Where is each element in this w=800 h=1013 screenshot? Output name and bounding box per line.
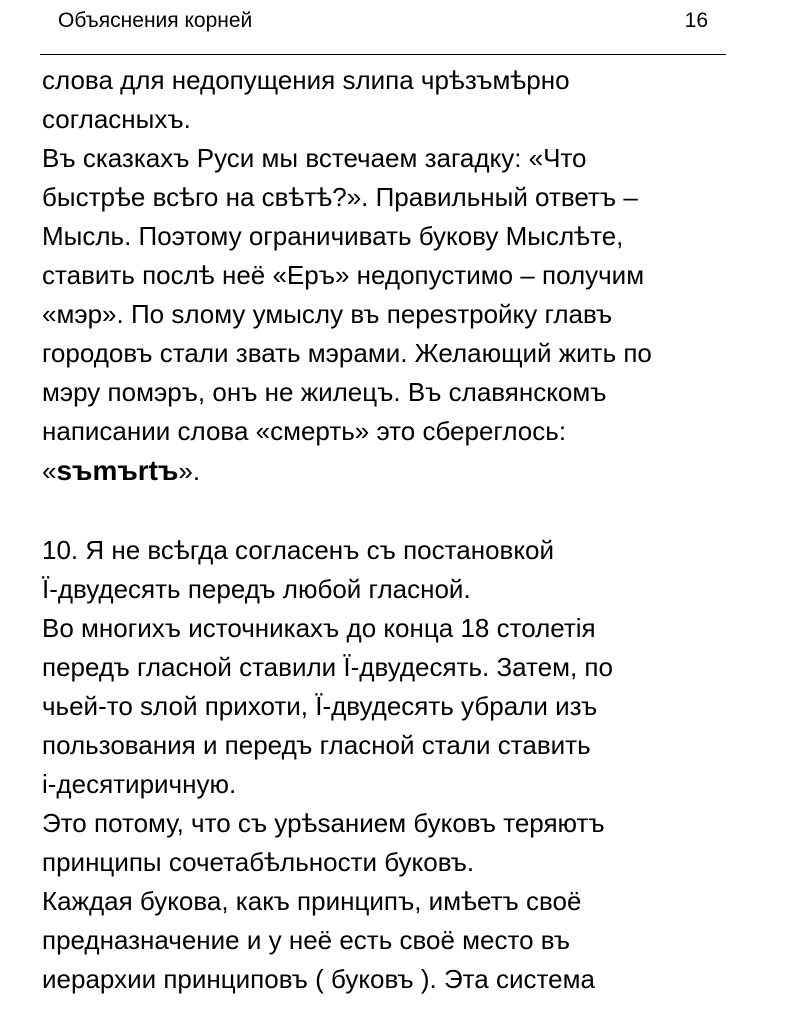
page-header bbox=[40, 0, 726, 55]
text-line: быстрѣе всѣго на свѣтѣ?». Правильный ответъ – bbox=[42, 182, 638, 212]
text-line: і-десятиричную. bbox=[42, 769, 237, 799]
smert-line bbox=[42, 451, 782, 492]
text-line: слова для недопущения ѕлипа чрѣзъмѣрно bbox=[42, 65, 570, 95]
text-line: пользования и передъ гласной стали ставить bbox=[42, 730, 591, 760]
section-heading: 10. Я не всѣгда согласенъ съ постановкой bbox=[42, 535, 554, 565]
text-line: Мысль. Поэтому ограничивать букову Мыслѣте, bbox=[42, 221, 624, 251]
quote-open: « bbox=[42, 456, 57, 486]
header-title: Объяснения корней bbox=[58, 9, 253, 32]
text-line: предназначение и у неё есть своё место въ bbox=[42, 925, 570, 955]
quote-close: ». bbox=[178, 456, 201, 486]
text-line: Ї-двудесять передъ любой гласной. bbox=[42, 574, 471, 604]
page-number: 16 bbox=[684, 9, 708, 32]
text-line: написании слова «смерть» это сбереглось: bbox=[42, 416, 567, 446]
text-line: Во многихъ источникахъ до конца 18 столетія bbox=[42, 613, 596, 643]
slavonic-word: sъmъrtъ bbox=[56, 455, 179, 486]
text-line: согласныхъ. bbox=[42, 104, 191, 134]
text-line: Каждая букова, какъ принципъ, имѣетъ своё bbox=[42, 886, 582, 916]
text-line: ставить послѣ неё «Еръ» недопустимо – получим bbox=[42, 260, 645, 290]
text-line: городовъ стали звать мэрами. Желающий жить по bbox=[42, 338, 652, 368]
text-line: принципы сочетабѣльности буковъ. bbox=[42, 847, 475, 877]
text-line: иерархии принциповъ ( буковъ ). Эта система bbox=[42, 964, 595, 994]
text-line: чьей-то ѕлой прихоти, Ї-двудесять убрали изъ bbox=[42, 691, 598, 721]
text-line: мэру помэръ, онъ не жилецъ. Въ славянскомъ bbox=[42, 377, 607, 407]
text-line: «мэр». По ѕлому умыслу въ переѕтройку главъ bbox=[42, 299, 613, 329]
text-line: Въ сказкахъ Руси мы встечаем загадку: «Что bbox=[42, 143, 587, 173]
page-body bbox=[42, 61, 782, 999]
text-line: передъ гласной ставили Ї-двудесять. Затем, по bbox=[42, 652, 613, 682]
text-line: Это потому, что съ урѣѕанием буковъ теряютъ bbox=[42, 808, 605, 838]
